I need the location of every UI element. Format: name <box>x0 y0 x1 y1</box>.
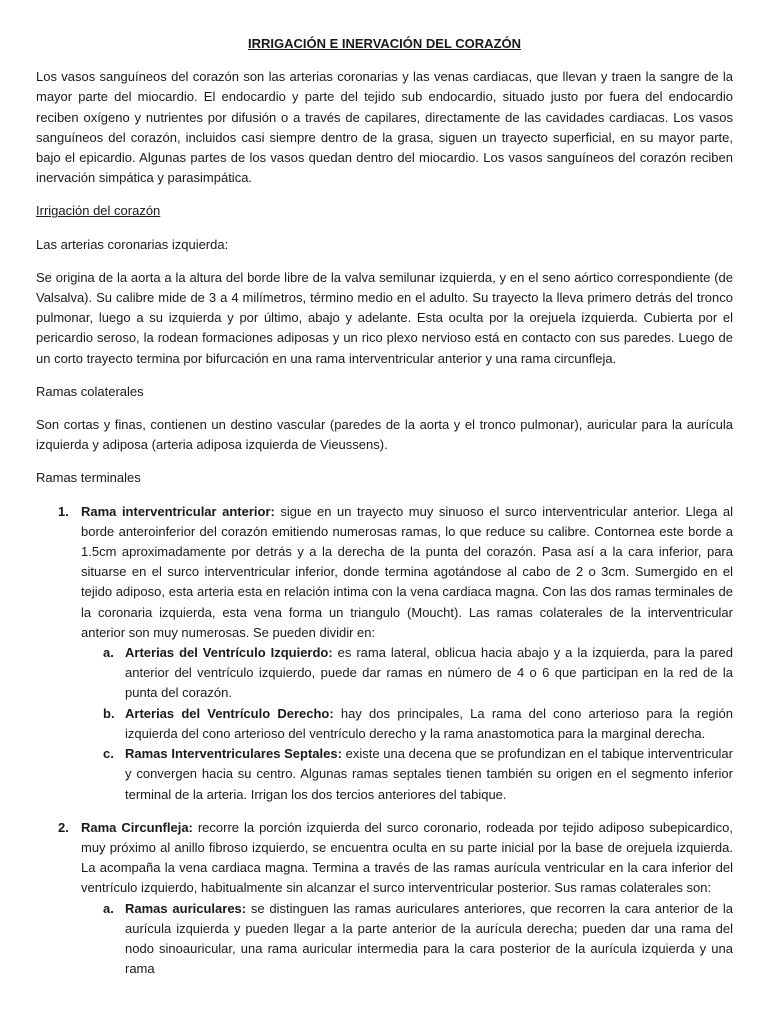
sublist-item-letter: a. <box>103 645 114 661</box>
sublist-item-label: Ramas Interventriculares Septales: <box>125 746 342 762</box>
list-item-text: recorre la porción izquierda del surco coronario, rodeada por tejido adiposo subepicardico, muy próximo al anillo fibroso izquierdo, se encuentra oculta en su parte inicial por la base de orejuela izquierda. La acompaña la vena cardiaca magna. Termina a través de las ramas aurícula ventricular en la cara inferior del ventrículo izquierdo, habitualmente sin alcanzar el surco interventricular posterior. Sus ramas colaterales son: <box>81 819 733 896</box>
document-page <box>36 34 733 992</box>
sublist-item <box>81 704 733 744</box>
sublist <box>81 643 733 805</box>
heading-ramas-terminales: Ramas terminales <box>36 470 141 486</box>
sublist-item-text: hay dos principales, La rama del cono arterioso para la región izquierda del cono arterioso del ventrículo derecho y la rama anastomotica para la marginal derecha. <box>125 705 733 741</box>
list-item <box>36 502 733 805</box>
sublist-item-letter: c. <box>103 746 114 762</box>
section-heading-irrigacion: Irrigación del corazón <box>36 203 161 219</box>
sublist-item <box>81 643 733 704</box>
sublist-item-text: existe una decena que se profundizan en el tabique interventricular y convergen hacia su centro. Algunas ramas septales tienen también su origen en el segmento inferior terminal de la arteria. Irrigan los dos tercios anteriores del tabique. <box>125 746 733 802</box>
sublist-item <box>81 744 733 805</box>
sublist-item-label: Arterias del Ventrículo Izquierdo: <box>125 645 333 661</box>
document-title: IRRIGACIÓN E INERVACIÓN DEL CORAZÓN <box>247 36 522 51</box>
heading-arterias-coronarias: Las arterias coronarias izquierda: <box>36 236 229 252</box>
sublist-item <box>81 899 733 980</box>
list-item-label: Rama interventricular anterior: <box>81 503 275 519</box>
sublist-item-text: es rama lateral, oblicua hacia abajo y a la izquierda, para la pared anterior del ventrículo izquierdo, puede dar ramas en número de 4 o 6 que participan en la red de la punta del corazón. <box>125 645 733 701</box>
list-item-label: Rama Circunfleja: <box>81 819 193 835</box>
list-item-number: 2. <box>58 819 69 835</box>
paragraph-arterias-coronarias: Se origina de la aorta a la altura del borde libre de la valva semilunar izquierda, y en el seno aórtico correspondiente (de Valsalva). Su calibre mide de 3 a 4 milímetros, término medio en el adulto. Su trayecto la lleva primero detrás del tronco pulmonar, luego a su izquierda y por último, abajo y adelante. Esta oculta por la orejuela izquierda. Cubierta por el pericardio seroso, la rodean formaciones adiposas y un rico plexo nervioso está en contacto con sus paredes. Luego de un corto trayecto termina por bifurcación en una rama interventricular anterior y una rama circunfleja. <box>36 269 733 366</box>
sublist <box>81 899 733 980</box>
list-item-number: 1. <box>58 503 69 519</box>
list-item <box>36 818 733 980</box>
sublist-item-letter: a. <box>103 900 114 916</box>
sublist-item-label: Arterias del Ventrículo Derecho: <box>125 705 334 721</box>
sublist-item-label: Ramas auriculares: <box>125 900 247 916</box>
intro-paragraph: Los vasos sanguíneos del corazón son las arterias coronarias y las venas cardiacas, que llevan y traen la sangre de la mayor parte del miocardio. El endocardio y parte del tejido sub endocardio, situado justo por fuera del endocardio reciben oxígeno y nutrientes por difusión o a través de capilares, directamente de las cavidades cardiacas. Los vasos sanguíneos del corazón, incluidos casi siempre dentro de la grasa, siguen un trayecto superficial, en su mayor parte, bajo el epicardio. Algunas partes de los vasos quedan dentro del miocardio. Los vasos sanguíneos del corazón reciben inervación simpática y parasimpática. <box>36 69 733 186</box>
sublist-item-text: se distinguen las ramas auriculares anteriores, que recorren la cara anterior de la aurícula izquierda y pueden llegar a la parte anterior de la aurícula derecha; pueden dar una rama del nodo sinoauricular, una rama auricular intermedia para la cara posterior de la aurícula izquierda y una rama <box>125 900 733 977</box>
list-item-text: sigue en un trayecto muy sinuoso el surco interventricular anterior. Llega al borde anteroinferior del corazón emitiendo numerosas ramas, lo que reduce su calibre. Contornea este borde a 1.5cm aproximadamente por detrás y a la derecha de la punta del corazón. Pasa así a la cara inferior, para situarse en el surco interventricular inferior, donde termina agotándose al cabo de 2 o 3cm. Sumergido en el tejido adiposo, esta arteria esta en relación intima con la vena cardiaca magna. Con las dos ramas terminales de la coronaria izquierda, esta vena forma un triangulo (Moucht). Las ramas colaterales de la interventricular anterior son muy numerosas. Se pueden dividir en: <box>81 503 733 640</box>
paragraph-ramas-colaterales: Son cortas y finas, contienen un destino vascular (paredes de la aorta y el tronco pulmonar), auricular para la aurícula izquierda y adiposa (arteria adiposa izquierda de Vieussens). <box>36 417 733 453</box>
ramas-terminales-list <box>36 502 733 980</box>
heading-ramas-colaterales: Ramas colaterales <box>36 383 144 399</box>
sublist-item-letter: b. <box>103 705 115 721</box>
